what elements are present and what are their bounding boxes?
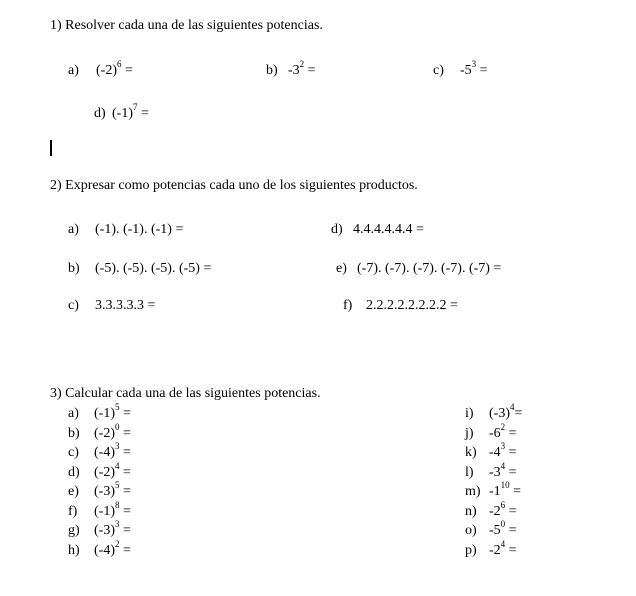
expr-base: (-2) bbox=[94, 464, 115, 480]
q3-item bbox=[68, 460, 131, 481]
item-label: c) bbox=[68, 445, 79, 460]
expr-base: -2 bbox=[489, 503, 501, 519]
q2-title: 2) Expresar como potencias cada uno de los siguientes productos. bbox=[50, 178, 418, 193]
expr-exponent: 3 bbox=[471, 59, 477, 70]
expr-exponent: 0 bbox=[115, 421, 120, 432]
q3-item bbox=[68, 441, 131, 461]
expr-base: -1 bbox=[489, 484, 501, 499]
q2-item-f bbox=[343, 298, 458, 314]
item-label: m) bbox=[465, 484, 481, 499]
expr-equals: = bbox=[119, 503, 131, 519]
expr-base: (-2) bbox=[96, 63, 117, 78]
q2-item-b bbox=[68, 261, 211, 277]
expr-equals: = bbox=[119, 542, 131, 558]
item-label: f) bbox=[343, 298, 353, 313]
q2-item-d bbox=[331, 222, 424, 238]
item-label: b) bbox=[266, 63, 278, 78]
expr-exponent: 5 bbox=[115, 480, 120, 491]
q3-item bbox=[465, 499, 517, 520]
q3-item bbox=[68, 421, 131, 442]
expr-exponent: 8 bbox=[115, 499, 120, 510]
expr-exponent: 3 bbox=[115, 441, 120, 452]
expr-base: (-2) bbox=[94, 425, 115, 441]
expr-exponent: 2 bbox=[500, 421, 506, 432]
item-text: 3.3.3.3.3 = bbox=[95, 298, 156, 313]
expr-equals: = bbox=[119, 523, 131, 538]
q3-item bbox=[465, 402, 523, 422]
item-label: h) bbox=[68, 542, 80, 558]
expr-exponent: 7 bbox=[133, 102, 138, 113]
expr-base: -5 bbox=[460, 63, 472, 78]
expr-exponent: 4 bbox=[500, 460, 506, 471]
expr-equals: = bbox=[509, 484, 522, 499]
item-label: i) bbox=[465, 406, 474, 421]
q3-item bbox=[68, 480, 131, 500]
q3-item bbox=[68, 519, 131, 539]
item-label: a) bbox=[68, 406, 79, 421]
q3-item bbox=[465, 421, 517, 442]
expr-equals: = bbox=[505, 445, 517, 460]
item-label: n) bbox=[465, 503, 477, 519]
expr-base: (-3) bbox=[94, 523, 115, 538]
expr-base: -3 bbox=[288, 63, 300, 78]
item-text: (-1). (-1). (-1) = bbox=[95, 222, 184, 237]
item-label: a) bbox=[68, 63, 79, 78]
q3-item bbox=[68, 538, 131, 559]
q3-item bbox=[465, 538, 517, 559]
expr-equals: = bbox=[505, 523, 517, 538]
expr-equals: = bbox=[137, 106, 149, 121]
expr-exponent: 4 bbox=[500, 538, 506, 549]
expr-equals: = bbox=[119, 445, 131, 460]
text-cursor bbox=[50, 140, 52, 156]
q3-item bbox=[68, 402, 131, 422]
expr-equals: = bbox=[119, 425, 131, 441]
expr-base: (-1) bbox=[94, 406, 115, 421]
expr-base: -4 bbox=[489, 445, 501, 460]
expr-base: (-3) bbox=[94, 484, 115, 499]
item-label: d) bbox=[68, 464, 80, 480]
item-label: j) bbox=[465, 425, 474, 441]
expr-equals: = bbox=[119, 484, 131, 499]
expr-equals: = bbox=[121, 63, 133, 78]
item-label: e) bbox=[336, 261, 347, 276]
expr-equals: = bbox=[119, 406, 131, 421]
q3-item bbox=[465, 519, 517, 539]
item-label: c) bbox=[433, 63, 444, 78]
q2-item-e bbox=[336, 261, 501, 277]
q2-item-a bbox=[68, 222, 183, 238]
item-label: d) bbox=[331, 222, 343, 237]
item-label: b) bbox=[68, 425, 80, 441]
expr-equals: = bbox=[505, 503, 517, 519]
expr-base: (-4) bbox=[94, 445, 115, 460]
q3-item bbox=[465, 441, 517, 461]
expr-base: (-4) bbox=[94, 542, 115, 558]
expr-exponent: 2 bbox=[115, 538, 120, 549]
item-label: l) bbox=[465, 464, 474, 480]
item-label: a) bbox=[68, 222, 79, 237]
expr-equals: = bbox=[505, 464, 517, 480]
item-text: 4.4.4.4.4.4 = bbox=[353, 222, 424, 237]
q3-item bbox=[465, 480, 522, 500]
q1-item-d bbox=[94, 102, 149, 122]
expr-equals: = bbox=[304, 63, 316, 78]
expr-base: (-1) bbox=[94, 503, 115, 519]
expr-exponent: 6 bbox=[117, 59, 122, 70]
q1-item-c bbox=[433, 59, 488, 79]
expr-exponent: 0 bbox=[500, 519, 506, 530]
item-label: g) bbox=[68, 523, 80, 538]
expr-exponent: 4 bbox=[115, 460, 120, 471]
expr-exponent: 10 bbox=[500, 480, 510, 491]
item-text: 2.2.2.2.2.2.2.2 = bbox=[366, 298, 458, 313]
item-label: e) bbox=[68, 484, 79, 499]
q3-item bbox=[465, 460, 517, 481]
q1-item-b bbox=[266, 59, 316, 79]
item-label: p) bbox=[465, 542, 477, 558]
expr-base: (-1) bbox=[112, 106, 133, 121]
expr-base: -6 bbox=[489, 425, 501, 441]
item-label: b) bbox=[68, 261, 80, 276]
item-text: (-7). (-7). (-7). (-7). (-7) = bbox=[357, 261, 502, 276]
expr-exponent: 3 bbox=[115, 519, 120, 530]
q1-title: 1) Resolver cada una de las siguientes potencias. bbox=[50, 18, 323, 33]
expr-base: -2 bbox=[489, 542, 501, 558]
expr-equals: = bbox=[476, 63, 488, 78]
item-label: o) bbox=[465, 523, 477, 538]
expr-equals: = bbox=[505, 542, 517, 558]
expr-equals: = bbox=[119, 464, 131, 480]
item-text: (-5). (-5). (-5). (-5) = bbox=[95, 261, 212, 276]
expr-exponent: 6 bbox=[500, 499, 506, 510]
expr-base: -5 bbox=[489, 523, 501, 538]
expr-exponent: 3 bbox=[500, 441, 506, 452]
q2-item-c bbox=[68, 298, 155, 314]
expr-base: (-3) bbox=[489, 406, 510, 421]
expr-exponent: 2 bbox=[299, 59, 305, 70]
expr-equals: = bbox=[514, 406, 523, 421]
item-label: d) bbox=[94, 106, 106, 121]
expr-base: -3 bbox=[489, 464, 501, 480]
item-label: k) bbox=[465, 445, 477, 460]
item-label: f) bbox=[68, 503, 78, 519]
q1-item-a bbox=[68, 59, 133, 79]
expr-exponent: 5 bbox=[115, 402, 120, 413]
q3-item bbox=[68, 499, 131, 520]
item-label: c) bbox=[68, 298, 79, 313]
expr-equals: = bbox=[505, 425, 517, 441]
q3-title: 3) Calcular cada una de las siguientes potencias. bbox=[50, 386, 321, 401]
expr-exponent: 4 bbox=[510, 402, 515, 413]
